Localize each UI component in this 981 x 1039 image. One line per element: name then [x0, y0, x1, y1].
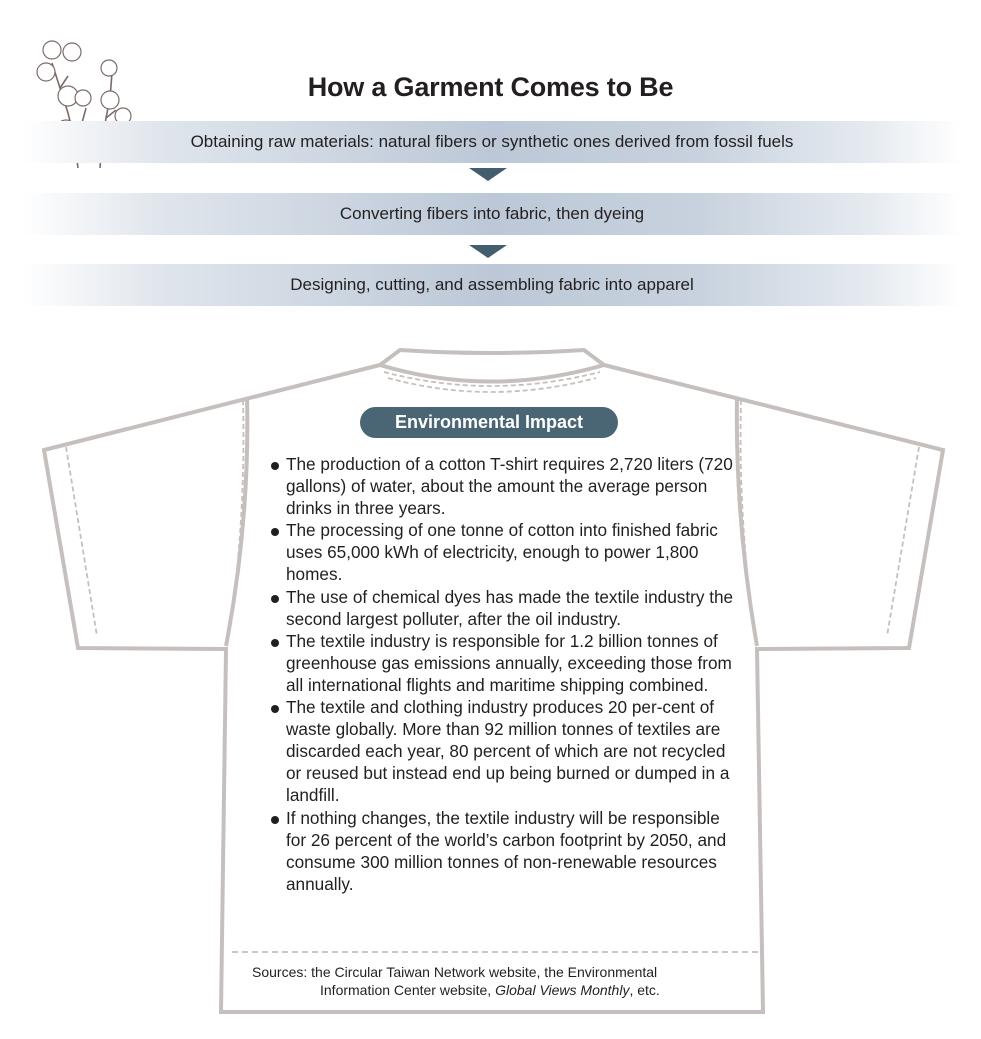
environmental-impact-heading: Environmental Impact [360, 407, 618, 438]
step-label: Designing, cutting, and assembling fabric into apparel [290, 275, 694, 294]
fact-chemical-dyes: The use of chemical dyes has made the textile industry the second largest polluter, after the oil industry. [268, 586, 738, 630]
sources-text: , etc. [629, 982, 660, 998]
fact-electricity-usage: The processing of one tonne of cotton into finished fabric uses 65,000 kWh of electricity, enough to power 1,800 homes. [268, 519, 738, 585]
sources-note [252, 963, 772, 999]
fact-carbon-footprint: If nothing changes, the textile industry will be responsible for 26 percent of the world’s carbon footprint by 2050, and consume 300 million tonnes of non-renewable resources annually. [268, 807, 738, 895]
fact-water-usage: The production of a cotton T-shirt requires 2,720 liters (720 gallons) of water, about the amount the average person drinks in three years. [268, 453, 738, 519]
sources-text: Information Center website, [320, 982, 496, 998]
page-title: How a Garment Comes to Be [307, 72, 674, 102]
sources-line-1: Sources: the Circular Taiwan Network website, the Environmental [252, 964, 658, 980]
sources-line-2 [252, 981, 772, 999]
step-label: Converting fibers into fabric, then dyeing [339, 204, 645, 223]
impact-facts-list [268, 453, 738, 895]
step-label: Obtaining raw materials: natural fibers or synthetic ones derived from fossil fuels [190, 132, 794, 151]
sources-publication: Global Views Monthly [495, 982, 630, 998]
fact-textile-waste: The textile and clothing industry produces 20 per-cent of waste globally. More than 92 million tonnes of textiles are discarded each year, 80 percent of which are not recycled or reused but instead end up being burned or dumped in a landfill. [268, 696, 738, 806]
sources-divider [232, 951, 758, 953]
fact-greenhouse-emissions: The textile industry is responsible for 1.2 billion tonnes of greenhouse gas emissions annually, exceeding those from all international flights and maritime shipping combined. [268, 630, 738, 696]
